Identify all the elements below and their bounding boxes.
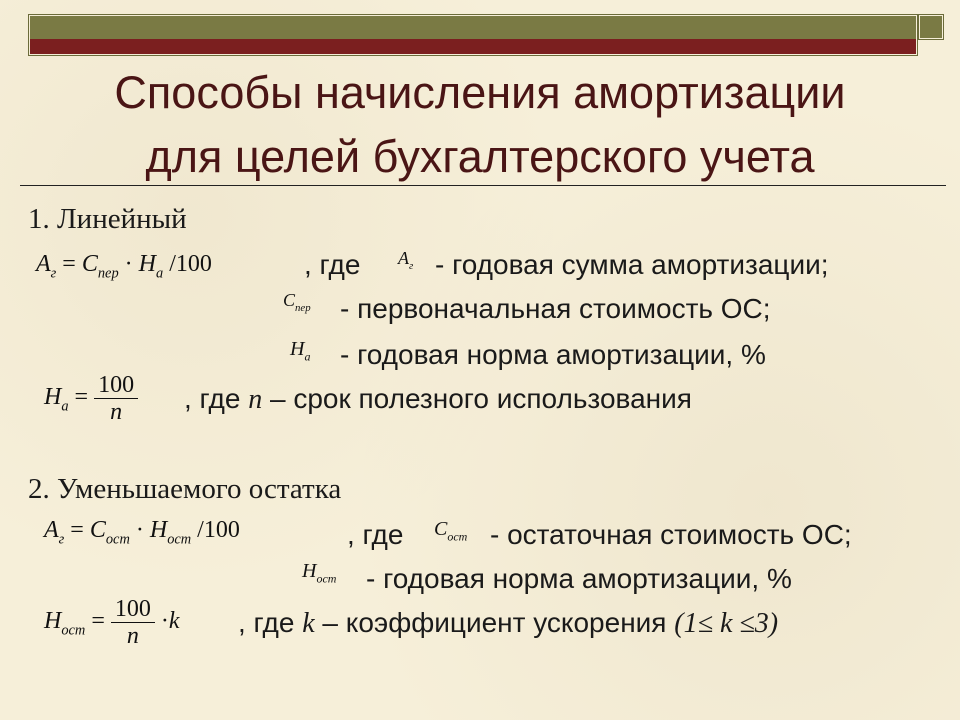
section1-formula1: [36, 250, 212, 287]
formula-subscript: г: [409, 259, 414, 272]
formula-dot: ·: [160, 608, 169, 635]
title-divider: [20, 185, 946, 186]
formula-divisor: /100: [169, 251, 212, 277]
formula-symbol: H: [302, 560, 317, 582]
formula-fraction: [111, 596, 155, 649]
formula-subscript: a: [155, 265, 164, 282]
formula-subscript: г: [50, 265, 57, 282]
text-where: , где: [184, 383, 249, 414]
formula-subscript: ост: [167, 531, 192, 548]
formula-divisor: /100: [197, 517, 240, 543]
variable-n: n: [248, 384, 263, 415]
text-where: , где: [238, 607, 303, 638]
formula-symbol: H: [290, 338, 305, 360]
formula-subscript: пер: [97, 265, 119, 282]
formula-equals: =: [70, 517, 84, 543]
header-bar-maroon: [30, 39, 916, 54]
formula-subscript: a: [304, 349, 311, 364]
section1-def2-text: - первоначальная стоимость ОС;: [340, 293, 771, 324]
formula-symbol: H: [138, 251, 156, 277]
formula-symbol: A: [398, 248, 409, 268]
slide-title-line1: Способы начисления амортизации: [114, 67, 846, 118]
formula-symbol: k: [168, 608, 180, 635]
section1-formula1-where: , где: [304, 249, 361, 280]
formula-equals: =: [62, 251, 76, 277]
section1-def1-text: - годовая сумма амортизации;: [435, 249, 829, 280]
section1-formula2: [44, 372, 138, 425]
header-bar-olive: [30, 16, 916, 39]
formula-subscript: ост: [105, 531, 130, 548]
formula-symbol: C: [434, 518, 448, 540]
section1-def3-text: - годовая норма амортизации, %: [340, 339, 766, 370]
formula-symbol: A: [44, 517, 59, 543]
variable-k: k: [302, 608, 315, 639]
slide-title-line2: для целей бухгалтерского учета: [145, 131, 815, 182]
formula-symbol: H: [44, 608, 62, 635]
formula-equals: =: [91, 608, 105, 635]
formula-subscript: пер: [295, 301, 311, 314]
text-definition: – срок полезного использования: [262, 383, 692, 414]
formula-symbol: H: [44, 384, 62, 411]
section2-formula1-where: , где: [347, 519, 404, 550]
section2-formula2: [44, 596, 180, 649]
fraction-denominator: n: [126, 623, 139, 649]
formula-symbol: C: [81, 251, 98, 277]
fraction-numerator: 100: [94, 372, 138, 399]
text-definition: – коэффициент ускорения: [314, 607, 675, 638]
formula-symbol: C: [283, 290, 296, 310]
formula-symbol: C: [89, 517, 106, 543]
section1-def1-symbol: [398, 248, 413, 272]
formula-symbol: A: [36, 251, 51, 277]
header-square: [920, 16, 942, 38]
formula-symbol: H: [149, 517, 168, 543]
section1-heading: 1. Линейный: [28, 203, 187, 235]
fraction-denominator: n: [110, 399, 123, 425]
formula-fraction: [94, 372, 138, 425]
section2-def2-symbol: [302, 560, 336, 586]
formula-subscript: a: [61, 398, 69, 415]
section2-formula1: [44, 516, 240, 553]
formula-subscript: ост: [447, 529, 468, 544]
formula-dot: ·: [135, 517, 144, 543]
section2-formula2-text: [238, 606, 778, 641]
section1-def3-symbol: [290, 338, 310, 364]
formula-equals: =: [74, 384, 89, 411]
range-text: (1≤ k ≤3): [674, 608, 779, 639]
section1-def2-symbol: [283, 290, 311, 314]
section1-formula2-text: [184, 382, 692, 417]
fraction-numerator: 100: [111, 596, 155, 623]
section2-def2-text: - годовая норма амортизации, %: [366, 563, 792, 594]
formula-subscript: ост: [61, 622, 86, 639]
formula-dot: ·: [124, 251, 133, 277]
formula-subscript: г: [58, 531, 65, 548]
formula-subscript: ост: [316, 571, 337, 586]
section2-def1-symbol: [434, 518, 467, 544]
section2-heading: 2. Уменьшаемого остатка: [28, 473, 342, 505]
section2-def1-text: - остаточная стоимость ОС;: [490, 519, 852, 550]
